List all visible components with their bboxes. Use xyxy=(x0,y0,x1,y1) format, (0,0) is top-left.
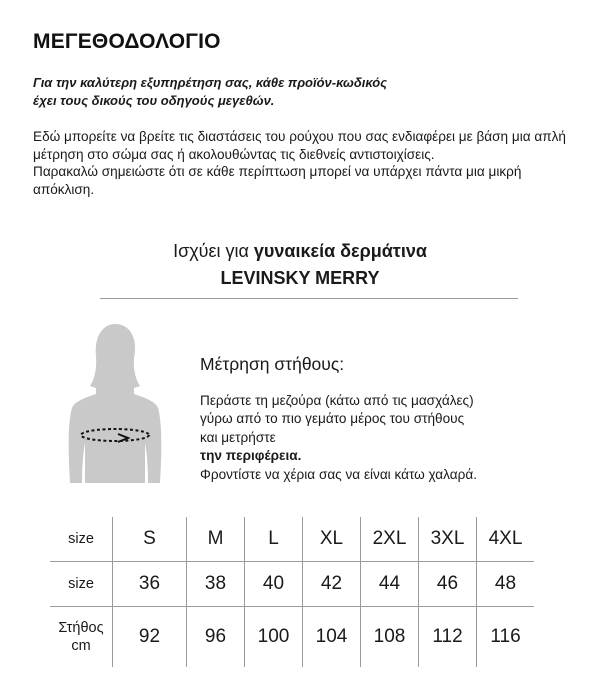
table-cell: 44 xyxy=(361,562,419,607)
description-paragraph-2: Παρακαλώ σημειώστε ότι σε κάθε περίπτωση μπορεί να υπάρχει πάντα μια μικρή απόκλιση. xyxy=(33,164,522,197)
table-cell: 92 xyxy=(113,607,187,668)
size-table xyxy=(50,517,534,667)
table-cell: L xyxy=(245,517,303,562)
product-heading xyxy=(0,238,600,292)
row-label: size xyxy=(50,517,113,562)
table-cell: 116 xyxy=(477,607,535,668)
table-cell: 42 xyxy=(303,562,361,607)
product-applies-line xyxy=(0,238,600,265)
row-label-line-1: Στήθος xyxy=(58,620,104,636)
table-cell: M xyxy=(187,517,245,562)
row-label: size xyxy=(50,562,113,607)
silhouette-svg xyxy=(60,318,170,483)
measurement-line-1: Περάστε τη μεζούρα (κάτω από τις μασχάλες) xyxy=(200,393,474,408)
table-cell: 104 xyxy=(303,607,361,668)
row-label-line-2: cm xyxy=(71,638,91,654)
product-prefix: Ισχύει για xyxy=(173,241,254,261)
table-row-chest-cm xyxy=(50,607,534,668)
measurement-line-3 xyxy=(200,429,580,466)
table-cell: 48 xyxy=(477,562,535,607)
table-cell: 4XL xyxy=(477,517,535,562)
table-cell: 3XL xyxy=(419,517,477,562)
measurement-line-3-prefix: και μετρήστε xyxy=(200,429,276,445)
product-category: γυναικεία δερμάτινα xyxy=(253,241,427,261)
measurement-line-3-bold: την περιφέρεια. xyxy=(200,448,302,464)
description-text xyxy=(33,128,573,198)
measurement-line-2: γύρω από το πιο γεμάτο μέρος του στήθους xyxy=(200,411,465,427)
description-paragraph-1: Εδώ μπορείτε να βρείτε τις διαστάσεις του ρούχου που σας ενδιαφέρει με βάση μια απλή μέτρηση στο σώμα σας ή ακολουθώντας τις διεθνείς αντιστοιχίσεις. xyxy=(33,129,566,162)
table-cell: 112 xyxy=(419,607,477,668)
table-cell: 100 xyxy=(245,607,303,668)
measurement-instructions xyxy=(200,392,580,484)
table-cell: XL xyxy=(303,517,361,562)
measurement-title: Μέτρηση στήθους: xyxy=(200,354,345,374)
table-row-letter-sizes xyxy=(50,517,534,562)
female-silhouette-icon xyxy=(60,318,170,483)
table-cell: 40 xyxy=(245,562,303,607)
intro-line-2: έχει τους δικούς του οδηγούς μεγεθών. xyxy=(33,92,275,108)
product-name: LEVINSKY MERRY xyxy=(220,268,380,288)
intro-line-1: Για την καλύτερη εξυπηρέτηση σας, κάθε προϊόν-κωδικός xyxy=(33,75,388,90)
table-cell: 36 xyxy=(113,562,187,607)
table-row-number-sizes xyxy=(50,562,534,607)
table-cell: 96 xyxy=(187,607,245,668)
intro-text xyxy=(33,74,573,109)
row-label xyxy=(50,607,113,668)
silhouette-shape xyxy=(69,324,162,483)
measurement-line-4: Φροντίστε να χέρια σας να είναι κάτω χαλαρά. xyxy=(200,466,477,482)
page-title: ΜΕΓΕΘΟΔΟΛΟΓΙΟ xyxy=(33,30,221,53)
table-cell: 38 xyxy=(187,562,245,607)
table-cell: 2XL xyxy=(361,517,419,562)
table-cell: 108 xyxy=(361,607,419,668)
section-divider xyxy=(100,298,518,299)
table-cell: 46 xyxy=(419,562,477,607)
table-cell: S xyxy=(113,517,187,562)
